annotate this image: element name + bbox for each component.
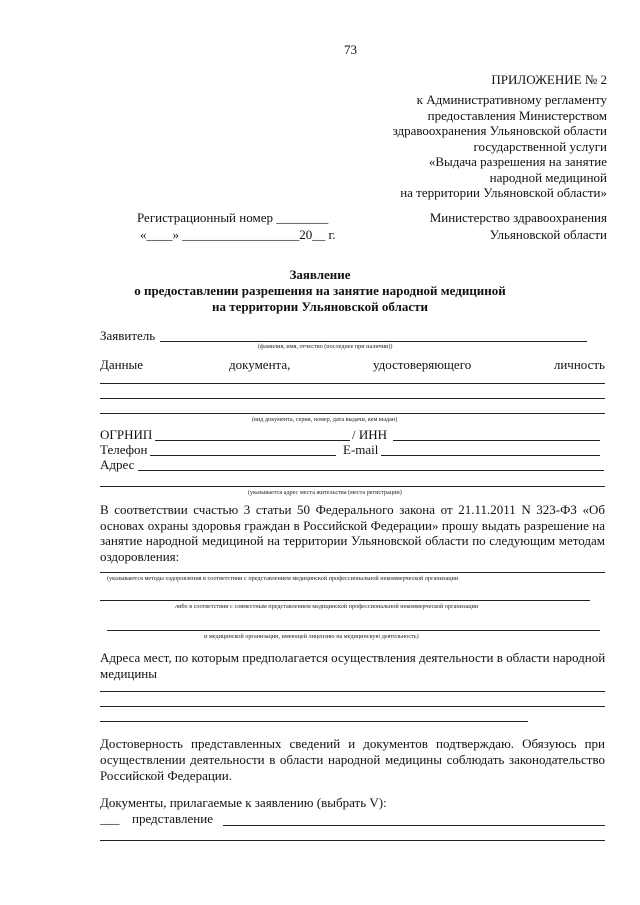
appendix-title: ПРИЛОЖЕНИЕ № 2	[491, 72, 607, 87]
addressee-line2: Ульяновской области	[489, 227, 607, 242]
documents-field-2[interactable]	[100, 840, 605, 841]
inn-field[interactable]	[393, 440, 600, 441]
document-hint: (вид документа, серия, номер, дата выдачи, кем выдан)	[252, 416, 398, 423]
email-field[interactable]	[381, 455, 600, 456]
paragraph-line: основах охраны здоровья граждан в Российской Федерации» прошу выдать разрешение на	[100, 517, 605, 533]
registration-number: Регистрационный номер ________	[137, 210, 329, 225]
methods-hint-3: и медицинской организации, имеющей лицензию на медицинскую деятельность)	[204, 633, 419, 640]
confirmation-paragraph	[100, 736, 605, 784]
addresses-line: медицины	[100, 665, 158, 681]
confirmation-line: осуществлении деятельности в области народной медицины соблюдать законодательство	[100, 752, 605, 767]
appendix-line: «Выдача разрешения на занятие	[428, 154, 607, 169]
appendix-line: на территории Ульяновской области»	[400, 185, 607, 200]
methods-hint-1: (указываются методы оздоровления в соответствии с представлением медицинской профессиональной некоммерческой организации	[107, 575, 459, 582]
document-w4: личность	[553, 357, 605, 372]
paragraph-line: оздоровления:	[100, 548, 180, 564]
methods-field-1[interactable]	[100, 572, 605, 573]
appendix-block	[307, 92, 607, 201]
document-row	[100, 358, 605, 372]
page-number: 73	[344, 42, 357, 57]
applicant-field[interactable]	[160, 341, 587, 342]
documents-item-checkbox[interactable]: ___	[100, 811, 120, 826]
phone-field[interactable]	[150, 455, 336, 456]
addressee-line1: Министерство здравоохранения	[429, 210, 607, 225]
addresses-paragraph	[100, 650, 605, 681]
paragraph-request	[100, 502, 605, 564]
documents-title: Документы, прилагаемые к заявлению (выбрать V):	[100, 795, 387, 810]
appendix-line: предоставления Министерством	[427, 107, 607, 123]
addresses-field-2[interactable]	[100, 706, 605, 707]
inn-label: / ИНН	[352, 427, 388, 442]
paragraph-line: В соответствии счастью 3 статьи 50 Федерального закона от 21.11.2011 N 323-ФЗ «Об	[100, 502, 605, 517]
appendix-line: народной медициной	[489, 169, 607, 185]
registration-date: «____» __________________20__ г.	[140, 227, 336, 242]
addresses-line: Адреса мест, по которым предполагается осуществления деятельности в области народной	[100, 650, 606, 665]
confirmation-line: Российской Федерации.	[100, 768, 232, 783]
address-field-1[interactable]	[138, 470, 604, 471]
document-field-1[interactable]	[100, 383, 605, 384]
confirmation-line: Достоверность представленных сведений и документов подтверждаю. Обязуюсь при	[100, 736, 605, 751]
document-w2: документа,	[229, 357, 291, 372]
phone-label: Телефон	[100, 442, 148, 457]
document-field-3[interactable]	[100, 413, 605, 414]
address-label: Адрес	[100, 457, 135, 472]
document-w3: удостоверяющего	[373, 357, 472, 372]
heading-line2: о предоставлении разрешения на занятие народной медициной	[134, 283, 506, 298]
heading-line3: на территории Ульяновской области	[211, 299, 429, 314]
document-w1: Данные	[100, 357, 144, 372]
addresses-field-1[interactable]	[100, 691, 605, 692]
applicant-hint: (фамилия, имя, отчество (последнее при наличии))	[258, 343, 393, 350]
appendix-line: государственной услуги	[473, 138, 607, 154]
methods-field-3[interactable]	[107, 630, 600, 631]
documents-item-field[interactable]	[223, 825, 605, 826]
address-field-2[interactable]	[100, 486, 605, 487]
addresses-field-3[interactable]	[100, 721, 528, 722]
email-label: E-mail	[343, 442, 379, 457]
documents-item-label: представление	[132, 811, 213, 826]
document-field-2[interactable]	[100, 398, 605, 399]
heading-title: Заявление	[289, 267, 351, 282]
applicant-label: Заявитель	[100, 328, 156, 343]
methods-field-2[interactable]	[100, 600, 590, 601]
address-hint: (указывается адрес места жительства (места регистрации)	[248, 489, 402, 496]
appendix-line: здравоохранения Ульяновской области	[392, 123, 607, 138]
appendix-line: к Административному регламенту	[416, 92, 607, 107]
paragraph-line: занятие народной медициной на территории Ульяновской области по следующим методам	[100, 533, 605, 548]
methods-hint-2: либо в соответствии с совместным представлением медицинской профессиональной некоммерческой организации	[175, 603, 479, 610]
ogrnip-field[interactable]	[155, 440, 350, 441]
ogrnip-label: ОГРНИП	[100, 427, 153, 442]
